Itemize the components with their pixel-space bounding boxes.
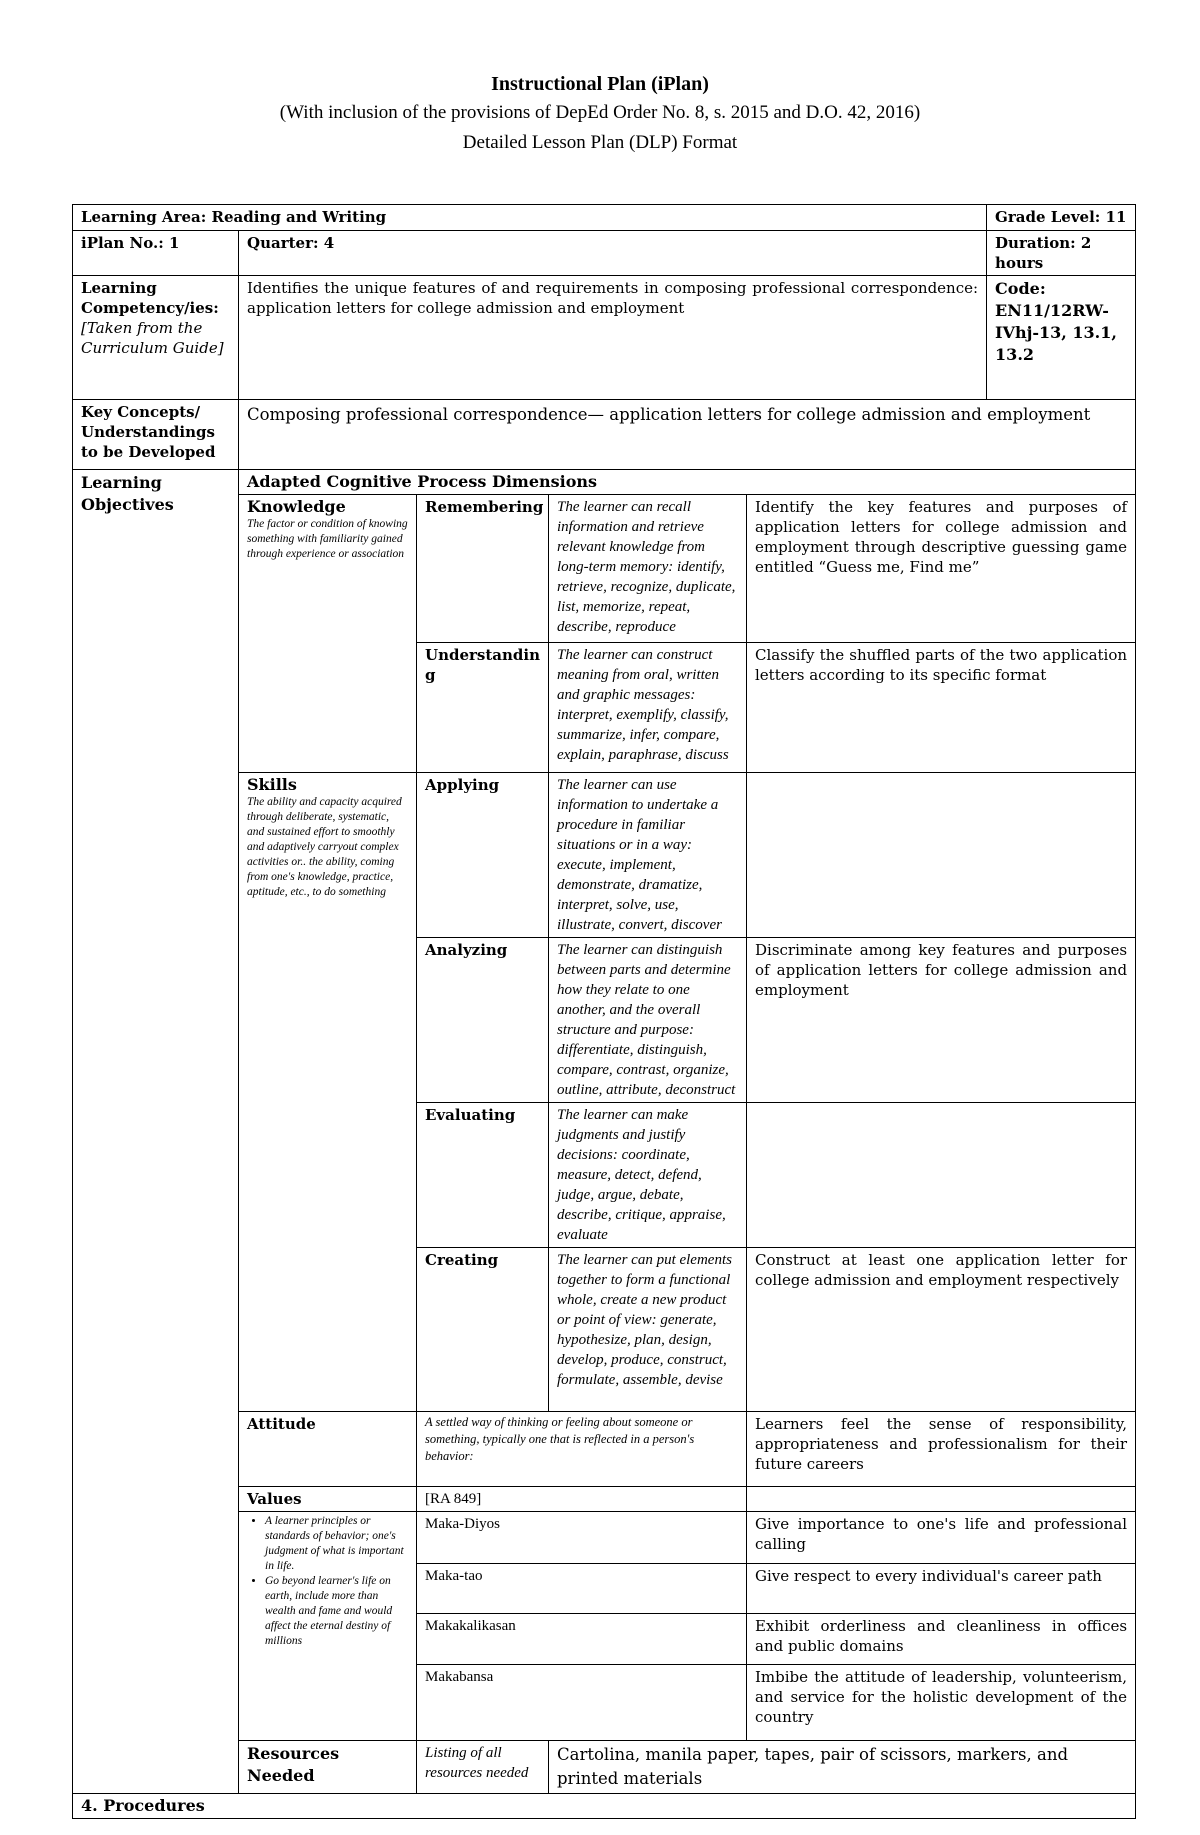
- values-bullet: • A learner principles or standards of behavior; one's judgment of what is important in life.: [265, 1514, 408, 1574]
- document-title: Instructional Plan (iPlan): [491, 73, 709, 95]
- level-objective: Construct at least one application letter for college admission and employment respectively: [747, 1248, 1136, 1412]
- quarter: Quarter: 4: [239, 231, 987, 276]
- level-name: Remembering: [417, 495, 549, 643]
- values-title: Values: [239, 1487, 417, 1512]
- competency-note: [Taken from the Curriculum Guide]: [81, 319, 224, 357]
- grade-level: Grade Level: 11: [987, 205, 1136, 231]
- procedures-row: [73, 1794, 1136, 1819]
- level-desc: The learner can use information to undertake a procedure in familiar situations or in a way: execute, implement, demonstrate, dramatize, interpret, solve, use, illustrate, convert, discover: [549, 773, 747, 938]
- level-desc: The learner can construct meaning from oral, written and graphic messages: interpret, exemplify, classify, summarize, infer, compare, explain, paraphrase, discuss: [549, 643, 747, 773]
- lesson-plan-table: [72, 204, 1136, 1819]
- competency-text: Identifies the unique features of and requirements in composing professional correspondence: application letters for college admission and employment: [239, 276, 987, 400]
- procedures-label: 4. Procedures: [73, 1794, 1136, 1819]
- value-name: Maka-tao: [417, 1564, 747, 1614]
- document-subtitle: (With inclusion of the provisions of DepEd Order No. 8, s. 2015 and D.O. 42, 2016): [279, 102, 921, 123]
- level-desc: The learner can make judgments and justify decisions: coordinate, measure, detect, defend, judge, argue, debate, describe, critique, appraise, evaluate: [549, 1103, 747, 1248]
- value-name: Makakalikasan: [417, 1614, 747, 1665]
- values-ra: [RA 849]: [417, 1487, 747, 1512]
- level-objective: Classify the shuffled parts of the two application letters according to its specific format: [747, 643, 1136, 773]
- attitude-objective: Learners feel the sense of responsibility, appropriateness and professionalism for their future careers: [747, 1412, 1136, 1487]
- value-objective: Give importance to one's life and professional calling: [747, 1512, 1136, 1564]
- value-objective: Give respect to every individual's career path: [747, 1564, 1136, 1614]
- skills-title: Skills: [247, 775, 297, 794]
- level-name: Creating: [417, 1248, 549, 1412]
- info-row-1: [73, 205, 1136, 231]
- value-objective: Imbibe the attitude of leadership, volunteerism, and service for the holistic development of the country: [747, 1665, 1136, 1741]
- level-desc: The learner can put elements together to form a functional whole, create a new product or point of view: generate, hypothesize, plan, design, develop, produce, construct, formulate, assemble, devise: [549, 1248, 747, 1412]
- iplan-number: iPlan No.: 1: [73, 231, 239, 276]
- competency-row: [73, 276, 1136, 400]
- resources-hint: Listing of all resources needed: [417, 1741, 549, 1794]
- level-objective: [747, 773, 1136, 938]
- knowledge-title: Knowledge: [247, 497, 346, 516]
- document-format: Detailed Lesson Plan (DLP) Format: [462, 132, 738, 153]
- value-name: Maka-Diyos: [417, 1512, 747, 1564]
- competency-code: Code: EN11/12RW-IVhj-13, 13.1, 13.2: [987, 276, 1136, 400]
- learning-area: Learning Area: Reading and Writing: [73, 205, 987, 231]
- level-objective: [747, 1103, 1136, 1248]
- competency-label: Learning Competency/ies:: [81, 279, 219, 317]
- competency-label-cell: [73, 276, 239, 400]
- value-objective: Exhibit orderliness and cleanliness in offices and public domains: [747, 1614, 1136, 1665]
- learning-objectives-label: Learning Objectives: [73, 470, 239, 1794]
- resources-label: Resources Needed: [239, 1741, 417, 1794]
- knowledge-desc: The factor or condition of knowing something with familiarity gained through experience or association: [247, 518, 408, 560]
- attitude-desc: A settled way of thinking or feeling about someone or something, typically one that is reflected in a person's behavior:: [417, 1412, 747, 1487]
- values-empty: [747, 1487, 1136, 1512]
- level-desc: The learner can recall information and retrieve relevant knowledge from long-term memory: identify, retrieve, recognize, duplicate, list, memorize, repeat, describe, reproduce: [549, 495, 747, 643]
- key-concepts-row: [73, 400, 1136, 470]
- level-name: Evaluating: [417, 1103, 549, 1248]
- level-objective: Discriminate among key features and purposes of application letters for college admission and employment: [747, 938, 1136, 1103]
- values-bullet: • Go beyond learner's life on earth, include more than wealth and fame and would affect the eternal destiny of millions: [265, 1574, 408, 1649]
- level-name: Applying: [417, 773, 549, 938]
- key-concepts-text: Composing professional correspondence— application letters for college admission and employment: [239, 400, 1136, 470]
- value-name: Makabansa: [417, 1665, 747, 1741]
- skills-desc: The ability and capacity acquired through deliberate, systematic, and sustained effort to smoothly and adaptively carryout complex activities or.. the ability, coming from one's knowledge, practice, aptitude, etc., to do something: [247, 796, 402, 898]
- cognitive-dimensions-heading: Adapted Cognitive Process Dimensions: [239, 470, 1136, 495]
- level-name: Analyzing: [417, 938, 549, 1103]
- skills-cell: [239, 773, 417, 1412]
- level-name: Understanding: [417, 643, 549, 773]
- info-row-2: [73, 231, 1136, 276]
- objectives-heading-row: [73, 470, 1136, 495]
- attitude-title: Attitude: [239, 1412, 417, 1487]
- knowledge-cell: [239, 495, 417, 773]
- values-bullets: [247, 1514, 408, 1649]
- duration: Duration: 2 hours: [987, 231, 1136, 276]
- level-desc: The learner can distinguish between parts and determine how they relate to one another, and the overall structure and purpose: differentiate, distinguish, compare, contrast, organize, outline, attribute, deconstruct: [549, 938, 747, 1103]
- values-bullets-cell: [239, 1512, 417, 1741]
- level-objective: Identify the key features and purposes of application letters for college admission and employment through descriptive guessing game entitled “Guess me, Find me”: [747, 495, 1136, 643]
- resources-text: Cartolina, manila paper, tapes, pair of scissors, markers, and printed materials: [549, 1741, 1136, 1794]
- key-concepts-label: Key Concepts/ Understandings to be Developed: [73, 400, 239, 470]
- document-header: [0, 70, 1200, 158]
